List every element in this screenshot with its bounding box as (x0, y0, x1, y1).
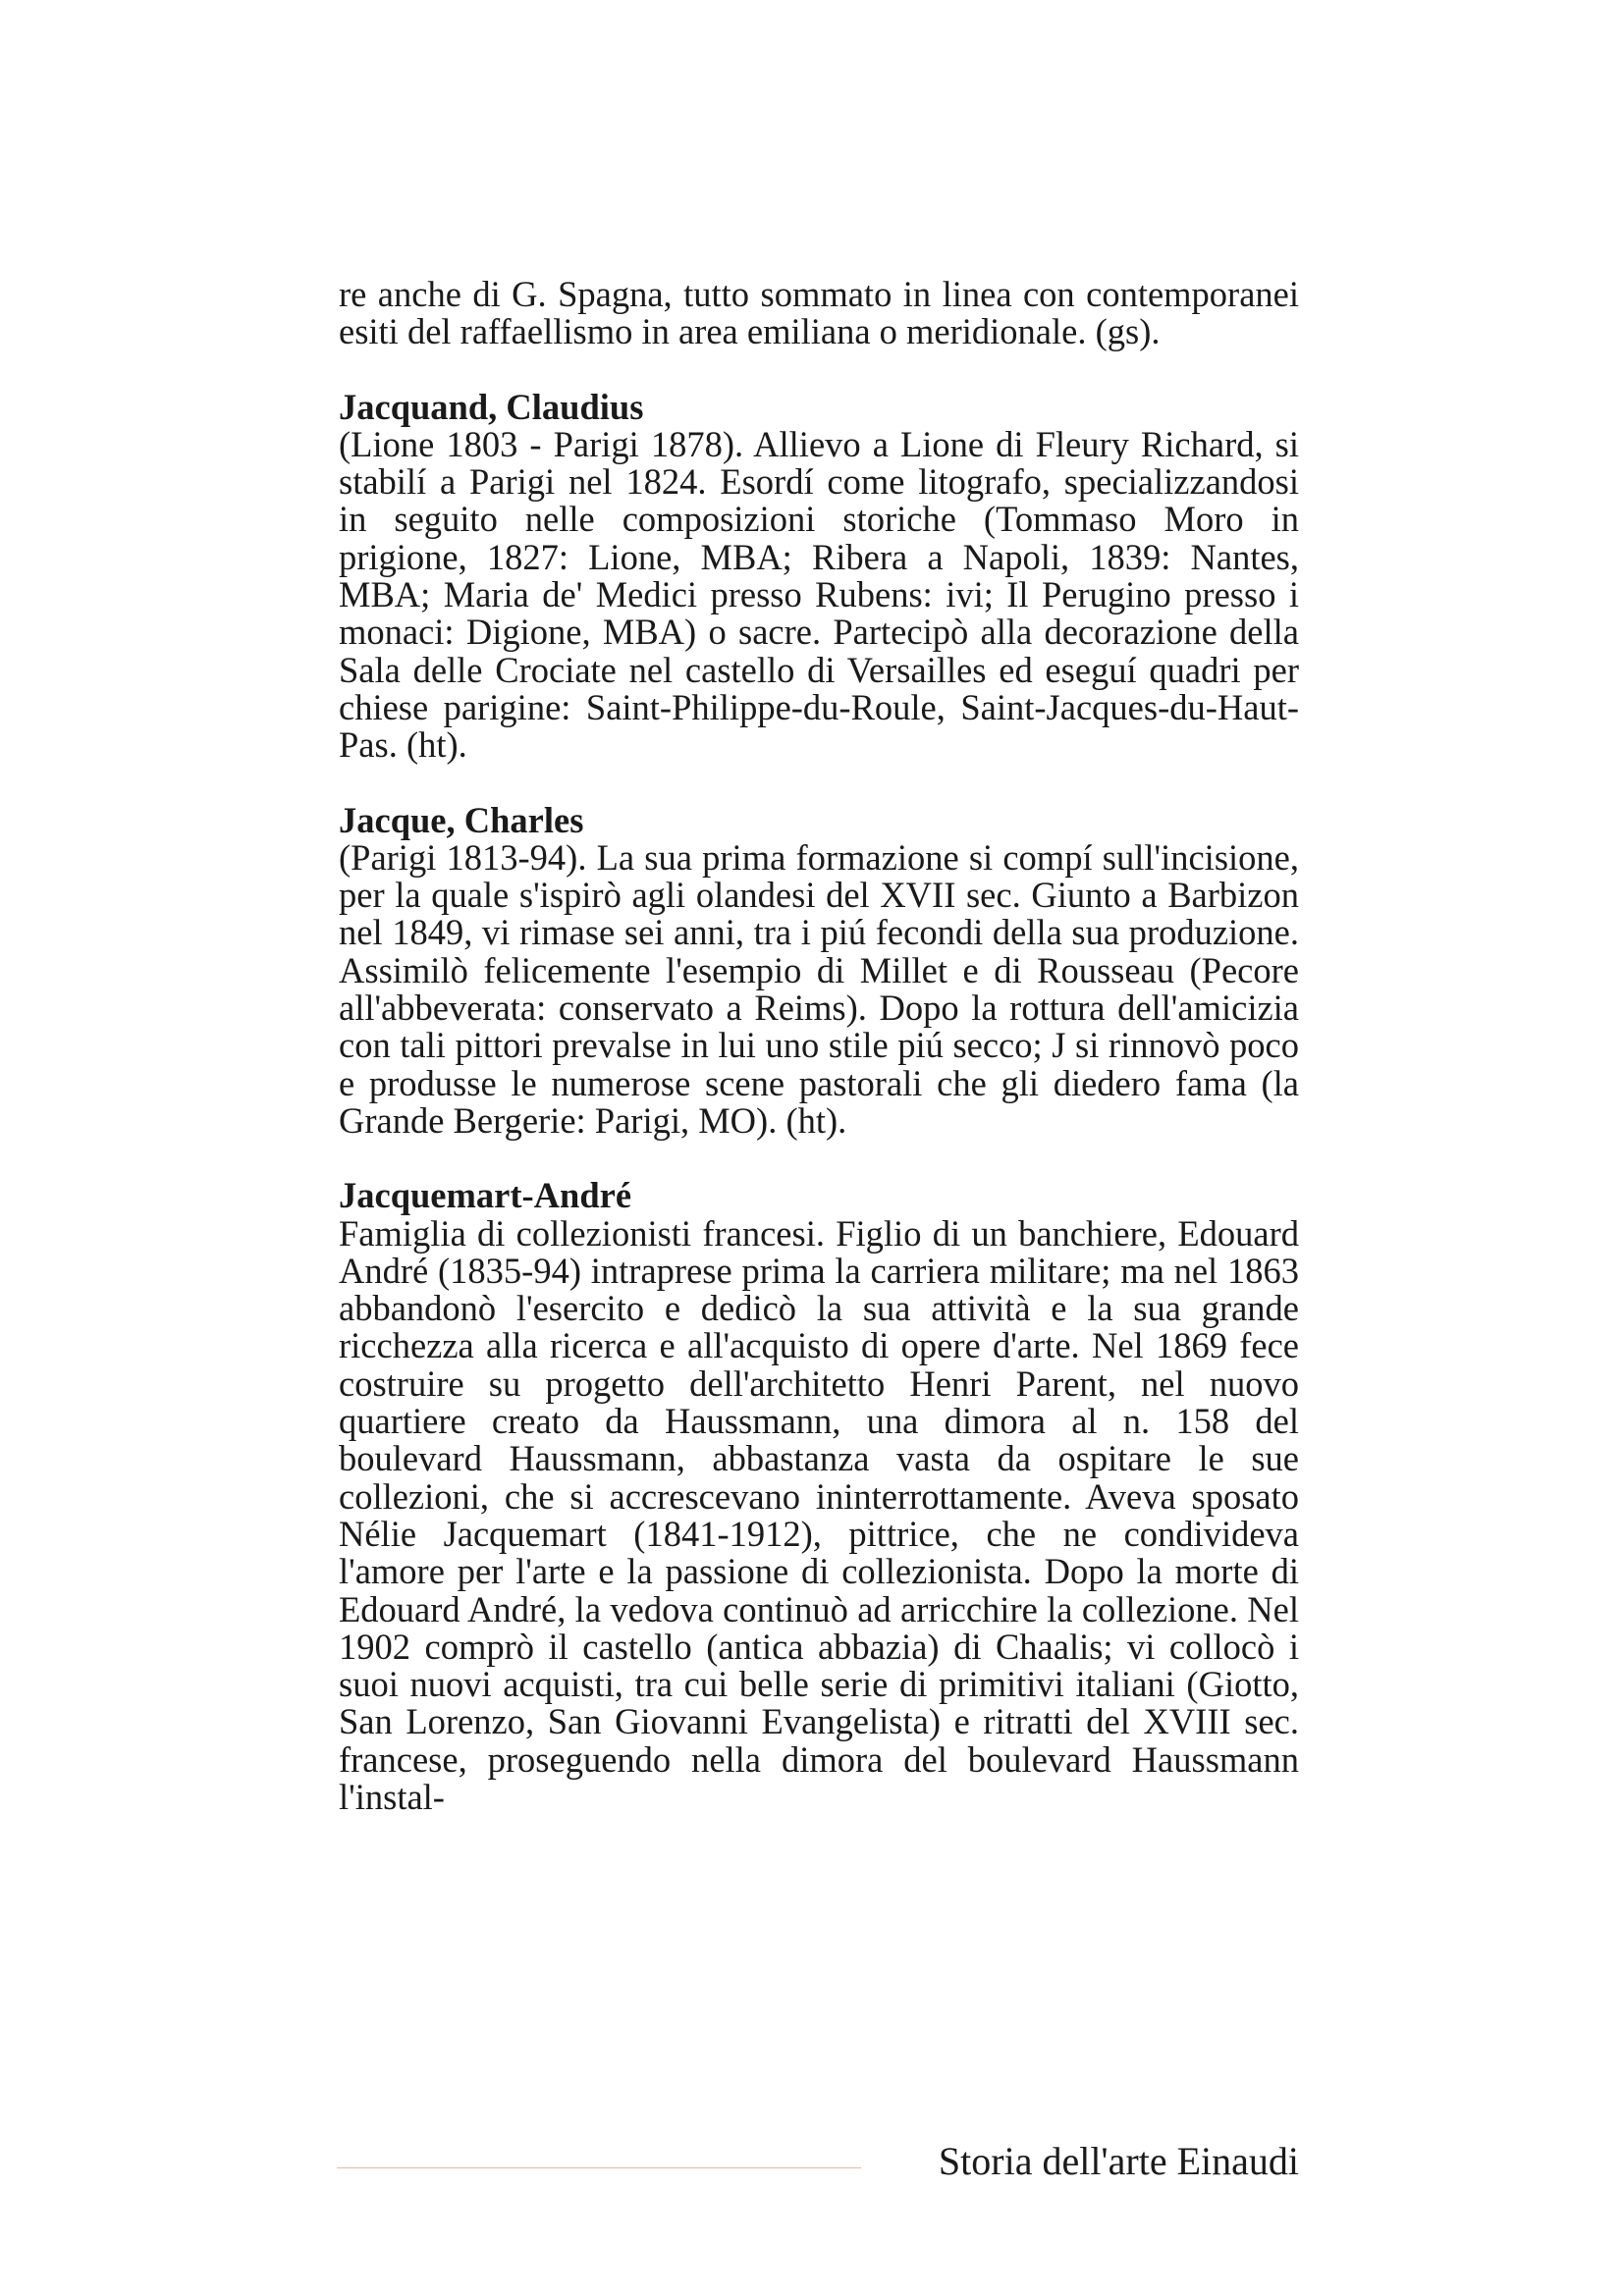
page-body (339, 276, 1299, 1816)
page-footer (337, 2132, 1299, 2191)
entry-text: (Lione 1803 - Parigi 1878). Allievo a Lione di Fleury Richard, si stabilí a Parigi nel 1824. Esordí come litografo, specializzandosi in seguito nelle composizioni storiche (Tommaso Moro in prigione, 1827: Lione, MBA; Ribera a Napoli, 1839: Nantes, MBA; Maria de' Medici presso Rubens: ivi; Il Perugino presso i monaci: Digione, MBA) o sacre. Partecipò alla decorazione della Sala delle Crociate nel castello di Versailles ed eseguí quadri per chiese parigine: Saint-Philippe-du-Roule, Saint-Jacques-du-Haut-Pas. (ht). (339, 423, 1299, 766)
spacer (339, 1140, 1299, 1177)
intro-paragraph: re anche di G. Spagna, tutto sommato in linea con contemporanei esiti del raffaellismo in area emiliana o meridionale. (gs). (339, 274, 1299, 352)
entry-text: (Parigi 1813-94). La sua prima formazione si compí sull'incisione, per la quale s'ispirò agli olandesi del XVII sec. Giunto a Barbizon nel 1849, vi rimase sei anni, tra i piú fecondi della sua produzione. Assimilò felicemente l'esempio di Millet e di Rousseau (Pecore all'abbeverata: conservato a Reims). Dopo la rottura dell'amicizia con tali pittori prevalse in lui uno stile piú secco; J si rinnovò poco e produsse le numerose scene pastorali che gli diedero fama (la Grande Bergerie: Parigi, MO). (ht). (339, 836, 1299, 1141)
spacer (339, 765, 1299, 802)
entry-title: Jacque, Charles (339, 799, 584, 840)
footer-rule (337, 2167, 861, 2168)
entry-title: Jacquand, Claudius (339, 386, 644, 427)
spacer (339, 351, 1299, 389)
entry-text: Famiglia di collezionisti francesi. Figlio di un banchiere, Edouard André (1835-94) intraprese prima la carriera militare; ma nel 1863 abbandonò l'esercito e dedicò la sua attività e la sua grande ricchezza alla ricerca e all'acquisto di opere d'arte. Nel 1869 fece costruire su progetto dell'architetto Henri Parent, nel nuovo quartiere creato da Haussmann, una dimora al n. 158 del boulevard Haussmann, abbastanza vasta da ospitare le sue collezioni, che si accrescevano ininterrottamente. Aveva sposato Nélie Jacquemart (1841-1912), pittrice, che ne condivideva l'amore per l'arte e la passione di collezionista. Dopo la morte di Edouard André, la vedova continuò ad arricchire la collezione. Nel 1902 comprò il castello (antica abbazia) di Chaalis; vi collocò i suoi nuovi acquisti, tra cui belle serie di primitivi italiani (Giotto, San Lorenzo, San Giovanni Evangelista) e ritratti del XVIII sec. francese, proseguendo nella dimora del boulevard Haussmann l'instal- (339, 1212, 1299, 1817)
footer-title: Storia dell'arte Einaudi (938, 2139, 1299, 2183)
entry-title: Jacquemart-André (339, 1175, 632, 1216)
